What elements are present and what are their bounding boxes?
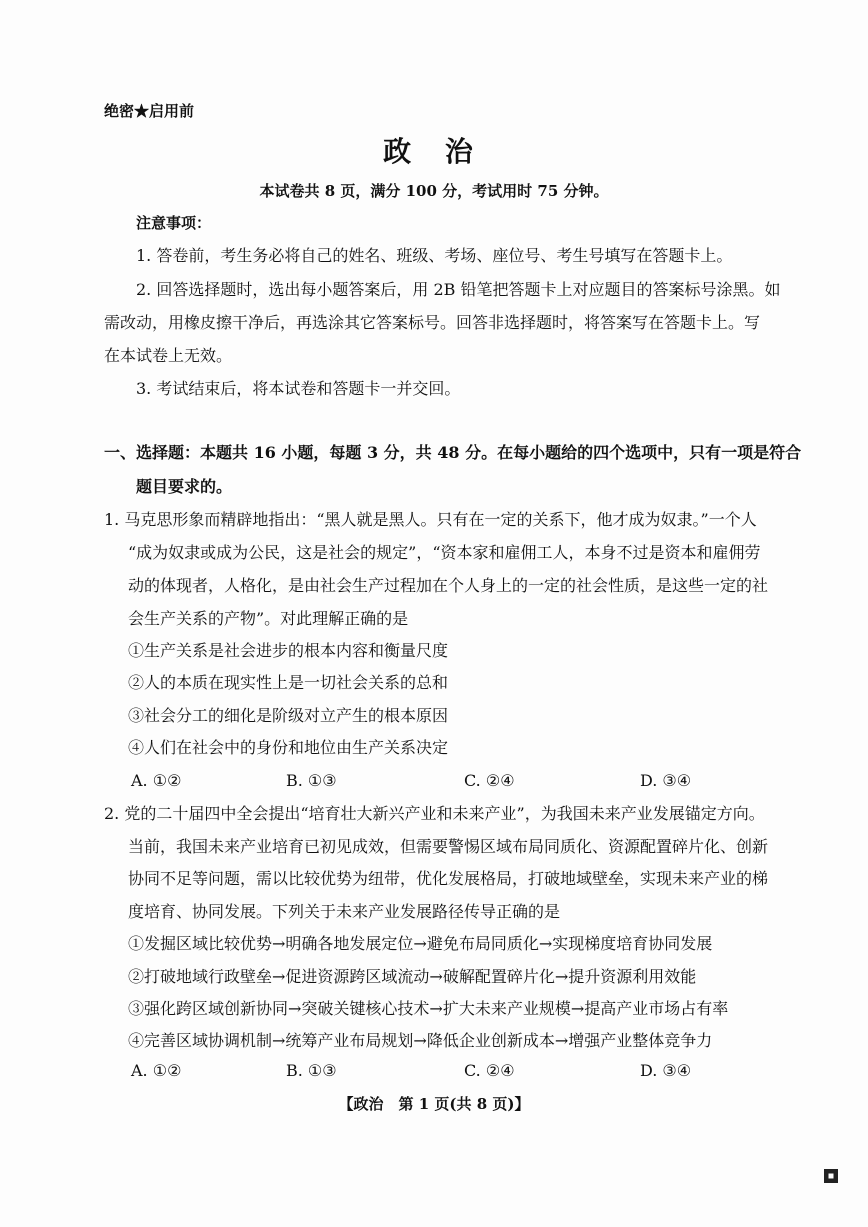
section-heading-cont: 题目要求的。 (136, 477, 233, 496)
statement-item: ④完善区域协调机制→统筹产业布局规划→降低企业创新成本→增强产业整体竞争力 (128, 1031, 713, 1050)
question-stem: 动的体现者，人格化，是由社会生产过程加在个人身上的一定的社会性质，是这些一定的社 (128, 576, 769, 595)
notice-line: 在本试卷上无效。 (104, 346, 233, 365)
statement-item: ②打破地域行政壁垒→促进资源跨区域流动→破解配置碎片化→提升资源利用效能 (128, 967, 697, 986)
notice-line: 1. 答卷前，考生务必将自己的姓名、班级、考场、座位号、考生号填写在答题卡上。 (136, 246, 733, 265)
statement-item: ①生产关系是社会进步的根本内容和衡量尺度 (128, 641, 449, 660)
question-stem: 协同不足等问题，需以比较优势为纽带，优化发展格局，打破地域壁垒，实现未来产业的梯 (128, 869, 769, 888)
option-b: B. ①③ (286, 771, 337, 790)
question-stem: 2. 党的二十届四中全会提出“培育壮大新兴产业和未来产业”，为我国未来产业发展锚定方向。 (104, 804, 765, 823)
qr-code-icon (824, 1168, 852, 1184)
question-stem: 会生产关系的产物”。对此理解正确的是 (128, 609, 409, 628)
statement-item: ①发掘区域比较优势→明确各地发展定位→避免布局同质化→实现梯度培育协同发展 (128, 934, 713, 953)
option-c: C. ②④ (464, 1061, 515, 1080)
question-stem: 1. 马克思形象而精辟地指出：“黑人就是黑人。只有在一定的关系下，他才成为奴隶。”一个人 (104, 510, 757, 529)
statement-item: ③社会分工的细化是阶级对立产生的根本原因 (128, 706, 449, 725)
option-a: A. ①② (131, 771, 182, 790)
option-a: A. ①② (131, 1061, 182, 1080)
secret-mark: 绝密★启用前 (104, 102, 195, 120)
page-title: 政 治 (383, 135, 485, 168)
question-stem: “成为奴隶或成为公民，这是社会的规定”，“资本家和雇佣工人，本身不过是资本和雇佣劳 (128, 543, 761, 562)
page-footer: 【政治 第 1 页(共 8 页)】 (338, 1095, 530, 1113)
notice-line: 需改动，用橡皮擦干净后，再选涂其它答案标号。回答非选择题时，将答案写在答题卡上。写 (104, 313, 761, 332)
question-stem: 度培育、协同发展。下列关于未来产业发展路径传导正确的是 (128, 902, 561, 921)
notice-heading: 注意事项： (136, 214, 212, 232)
qr-code-square-icon (824, 1169, 838, 1183)
section-heading: 一、选择题：本题共 16 小题，每题 3 分，共 48 分。在每小题给的四个选项中，只有一项是符合 (104, 443, 802, 462)
option-c: C. ②④ (464, 771, 515, 790)
statement-item: ④人们在社会中的身份和地位由生产关系决定 (128, 738, 449, 757)
exam-subtitle: 本试卷共 8 页，满分 100 分，考试用时 75 分钟。 (259, 182, 609, 200)
question-stem: 当前，我国未来产业培育已初见成效，但需要警惕区域布局同质化、资源配置碎片化、创新 (128, 837, 769, 856)
option-b: B. ①③ (286, 1061, 337, 1080)
option-d: D. ③④ (640, 771, 692, 790)
statement-item: ③强化跨区域创新协同→突破关键核心技术→扩大未来产业规模→提高产业市场占有率 (128, 999, 729, 1018)
option-d: D. ③④ (640, 1061, 692, 1080)
statement-item: ②人的本质在现实性上是一切社会关系的总和 (128, 673, 449, 692)
notice-line: 2. 回答选择题时，选出每小题答案后，用 2B 铅笔把答题卡上对应题目的答案标号涂黑。如 (136, 280, 781, 299)
notice-line: 3. 考试结束后，将本试卷和答题卡一并交回。 (136, 379, 461, 398)
